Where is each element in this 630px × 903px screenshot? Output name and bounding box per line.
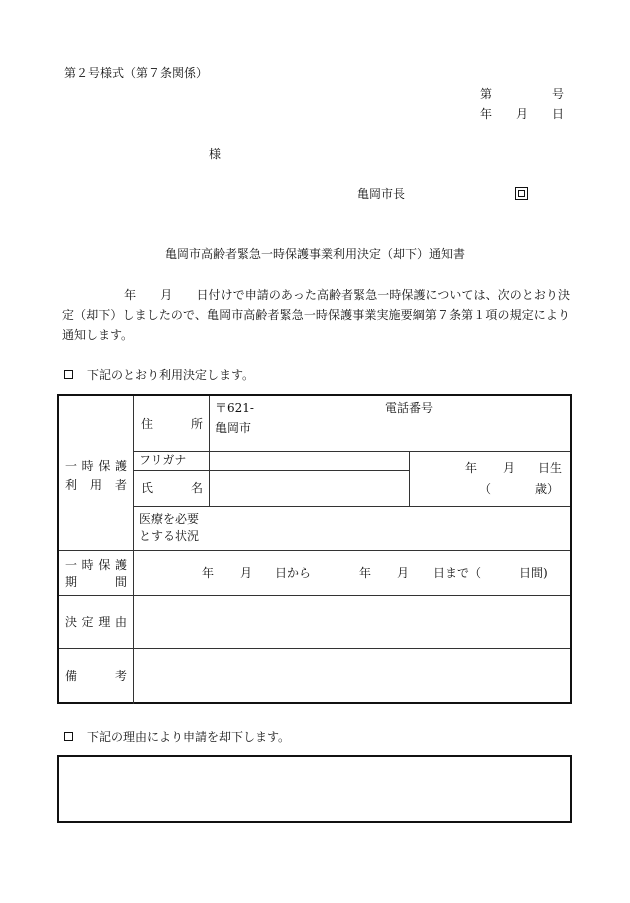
addressee-honorific: 様 xyxy=(209,147,222,161)
number-prefix: 第 xyxy=(480,87,493,101)
postal-code: 〒621- xyxy=(215,401,254,415)
column-divider xyxy=(133,396,134,550)
reject-checkbox[interactable] xyxy=(64,732,73,741)
row-divider xyxy=(59,595,570,596)
age-open: （ xyxy=(479,482,492,496)
period-days: 日間) xyxy=(519,566,548,580)
phone-label: 電話番号 xyxy=(385,401,434,415)
column-divider xyxy=(209,396,210,506)
body-text: 年 月 日付けで申請のあった高齢者緊急一時保護については、次のとおり決定（却下）しましたので、亀岡市高齢者緊急一時保護事業実施要綱第７条第１項の規定により通知します。 xyxy=(62,288,570,342)
age-close: 歳） xyxy=(535,482,560,496)
document-title: 亀岡市高齢者緊急一時保護事業利用決定（却下）通知書 xyxy=(164,247,465,261)
seal-stamp-icon xyxy=(515,187,528,200)
row-divider xyxy=(133,451,570,452)
approve-label: 下記のとおり利用決定します。 xyxy=(87,368,255,382)
birth-month: 月 xyxy=(503,461,516,475)
reject-option[interactable] xyxy=(64,728,290,745)
furigana-label: フリガナ xyxy=(139,453,187,467)
year-label: 年 xyxy=(480,107,493,121)
birth-day: 日生 xyxy=(538,461,563,475)
reason-label: 決 定 理 由 xyxy=(65,615,127,629)
form-number: 第２号様式（第７条関係） xyxy=(64,66,209,80)
approve-option[interactable] xyxy=(64,366,254,383)
medical-label-line1: 医療を必要 xyxy=(139,512,200,526)
to-day: 日まで（ xyxy=(433,566,482,580)
to-month: 月 xyxy=(397,566,410,580)
row-divider xyxy=(133,506,570,507)
user-label-line1: 一 時 保 護 xyxy=(65,459,127,473)
column-divider xyxy=(409,451,410,506)
birth-year: 年 xyxy=(465,461,478,475)
medical-label-line2: とする状況 xyxy=(139,529,200,543)
column-divider xyxy=(133,595,134,704)
from-day: 日から xyxy=(275,566,312,580)
decision-table xyxy=(57,394,572,704)
column-divider xyxy=(133,550,134,595)
remarks-label: 備 考 xyxy=(65,669,127,683)
issuer-name: 亀岡市長 xyxy=(357,187,406,201)
number-suffix: 号 xyxy=(551,87,564,101)
period-label-line2: 期 間 xyxy=(65,575,127,589)
row-divider xyxy=(133,470,409,471)
address-city: 亀岡市 xyxy=(215,421,252,435)
row-divider xyxy=(59,550,570,551)
day-label: 日 xyxy=(551,107,564,121)
document-number xyxy=(480,88,564,100)
from-month: 月 xyxy=(240,566,253,580)
rejection-reason-box[interactable] xyxy=(57,755,572,823)
issue-date xyxy=(480,108,564,120)
approve-checkbox[interactable] xyxy=(64,370,73,379)
body-paragraph xyxy=(62,285,570,345)
user-label-line2: 利 用 者 xyxy=(65,478,127,492)
to-year: 年 xyxy=(359,566,372,580)
reject-label: 下記の理由により申請を却下します。 xyxy=(87,730,291,744)
name-label: 氏 名 xyxy=(141,481,203,495)
row-divider xyxy=(59,648,570,649)
month-label: 月 xyxy=(515,107,528,121)
from-year: 年 xyxy=(202,566,215,580)
address-label: 住 所 xyxy=(141,417,203,431)
period-label-line1: 一 時 保 護 xyxy=(65,558,127,572)
